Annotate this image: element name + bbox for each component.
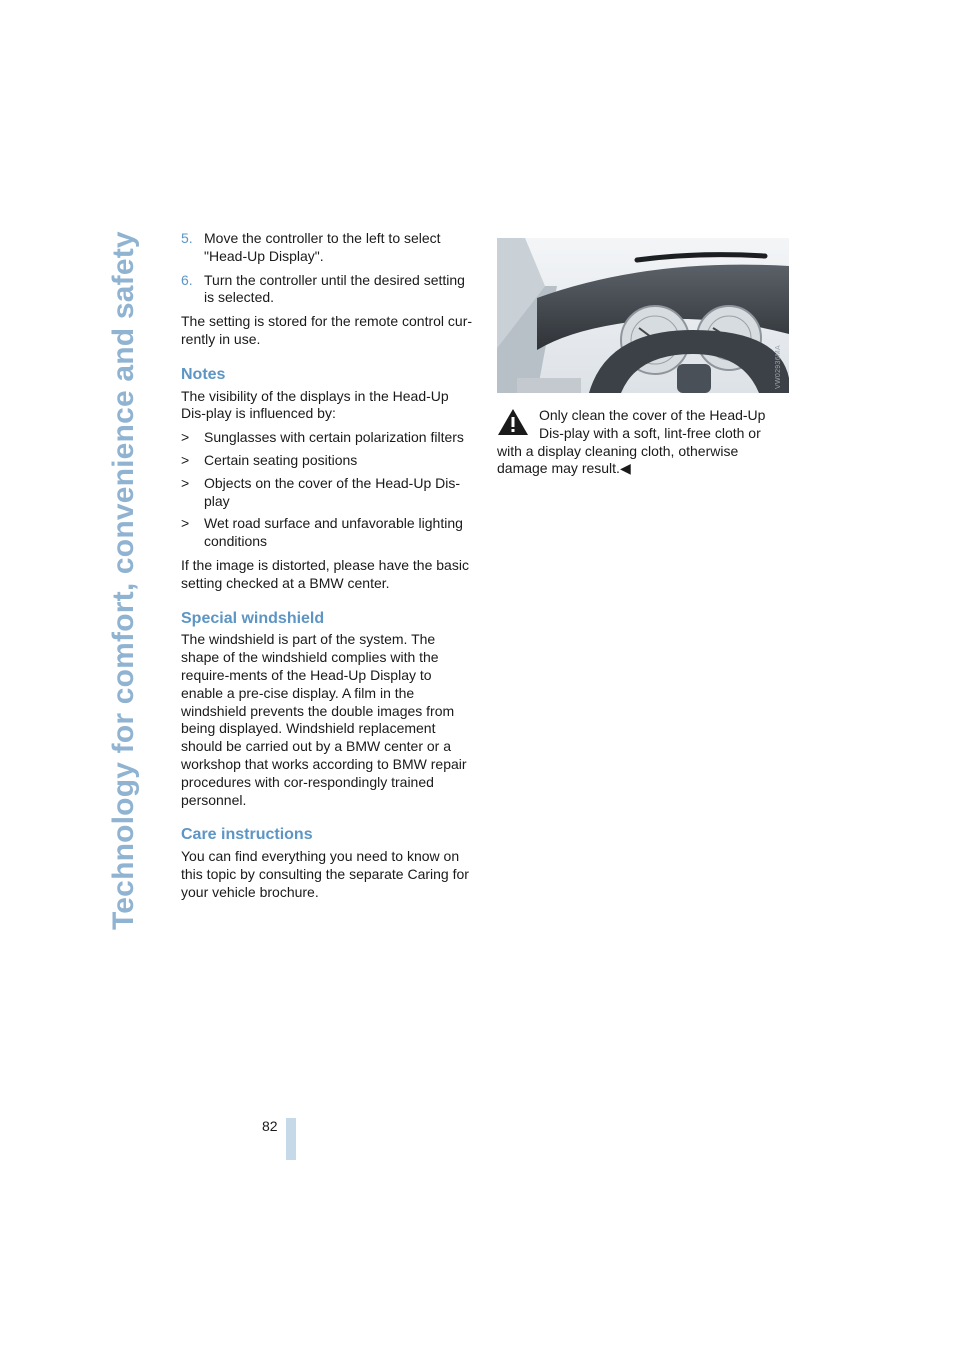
step-text: Turn the controller until the desired setting is selected.: [204, 271, 465, 306]
page-tab-marker: [286, 1118, 296, 1160]
step-6: [181, 272, 477, 308]
list-item: > Objects on the cover of the Head-Up Dis-play: [181, 474, 461, 509]
stored-note: The setting is stored for the remote control cur-rently in use.: [181, 313, 473, 347]
step-text: Move the controller to the left to select "Head-Up Display".: [204, 230, 441, 264]
right-column: [497, 238, 789, 478]
special-windshield-body: The windshield is part of the system. The shape of the windshield complies with the require-ments of the Head-Up Display to enable a pre-cise display. A film in the windshield prevents the double images from being displayed. Windshield replacement should be carried out by a BMW center or a workshop that works according to BMW repair procedures with cor-respondingly trained personnel.: [181, 631, 467, 808]
care-heading: Care instructions: [181, 826, 313, 844]
dashboard-illustration: [497, 238, 789, 393]
step-5: [181, 230, 477, 266]
bullet-marker: >: [181, 451, 190, 468]
left-column: [181, 230, 477, 908]
step-number: 6.: [181, 271, 193, 288]
special-windshield-heading: Special windshield: [181, 609, 325, 627]
step-number: 5.: [181, 230, 193, 246]
notes-heading: Notes: [181, 365, 226, 383]
warning-text: Only clean the cover of the Head-Up Dis-play with a soft, lint-free cloth or with a display cleaning cloth, otherwise damage may result.◀: [497, 407, 766, 477]
head-up-display-illustration: [497, 238, 789, 393]
list-item: > Sunglasses with certain polarization filters: [181, 429, 464, 446]
bullet-marker: >: [181, 429, 190, 446]
list-item: > Wet road surface and unfavorable lighting conditions: [181, 515, 463, 550]
notes-intro: The visibility of the displays in the Head-Up Dis-play is influenced by:: [181, 387, 449, 422]
warning-note: [497, 407, 789, 478]
page-number: 82: [262, 1118, 278, 1134]
notes-footer: If the image is distorted, please have the basic setting checked at a BMW center.: [181, 556, 469, 591]
care-body: You can find everything you need to know on this topic by consulting the separate Caring for your vehicle brochure.: [181, 848, 469, 900]
notes-list: [181, 429, 477, 551]
list-item: > Certain seating positions: [181, 451, 358, 468]
bullet-marker: >: [181, 515, 190, 532]
figure-code: VW02936MA: [775, 345, 783, 389]
bullet-marker: >: [181, 474, 190, 491]
warning-triangle-icon: [497, 407, 529, 437]
section-title-vertical: Technology for comfort, convenience and safety: [107, 231, 140, 930]
